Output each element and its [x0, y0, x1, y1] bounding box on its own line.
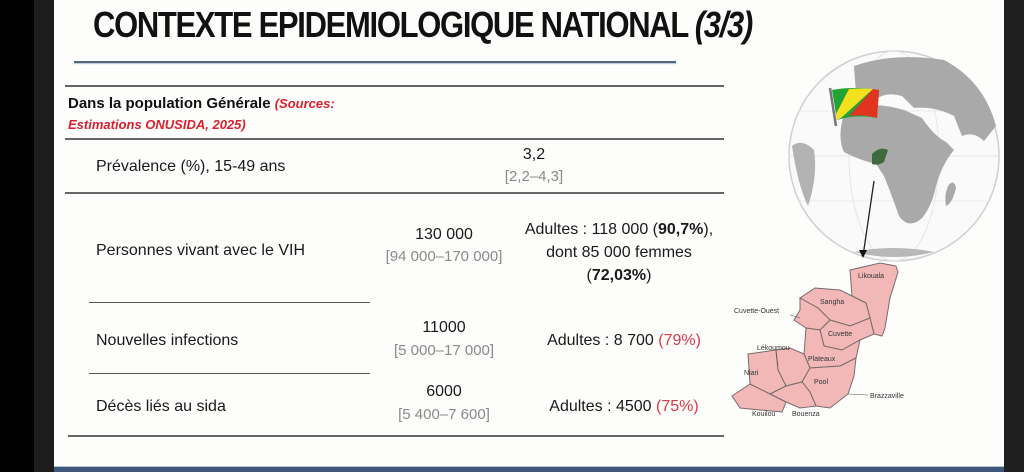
detail-line-2: dont 85 000 femmes: [546, 244, 692, 261]
congo-regions-map: [730, 258, 950, 433]
row-label-aids-deaths: Décès liés au sida: [96, 398, 226, 415]
header-bottom-rule: [65, 138, 724, 140]
row-rule-3: [89, 373, 370, 374]
row-range-aids-deaths: [5 400–7 600]: [398, 406, 490, 423]
svg-text:Niari: Niari: [744, 370, 759, 377]
detail-line-1: Adultes : 118 000 (90,7%),: [524, 221, 714, 238]
title-page-indicator: (3/3): [694, 4, 752, 45]
table-top-rule: [65, 85, 724, 87]
svg-text:Pool: Pool: [814, 379, 829, 386]
row-label-plhiv: Personnes vivant avec le VIH: [96, 242, 305, 259]
row-rule-1: [65, 192, 724, 194]
left-dark-border: [34, 0, 54, 472]
right-dark-border: [1004, 0, 1024, 472]
row-label-prevalence: Prévalence (%), 15-49 ans: [96, 158, 286, 175]
left-black-border: [0, 0, 34, 472]
row-range-new-infections: [5 000–17 000]: [393, 342, 495, 359]
row-detail-new-infections: Adultes : 8 700 (79%): [547, 332, 701, 349]
svg-text:Likouala: Likouala: [858, 273, 885, 280]
table-bottom-rule: [68, 435, 724, 437]
source-line-2: Estimations ONUSIDA, 2025): [68, 117, 246, 132]
detail-line-3: (72,03%): [586, 267, 652, 284]
aids-deaths-percent: (75%): [656, 398, 699, 415]
row-value-plhiv: 130 000: [415, 226, 473, 243]
row-range-plhiv: [94 000–170 000]: [385, 248, 503, 265]
slide-title: [93, 4, 752, 46]
section-title: [68, 95, 335, 112]
new-infections-percent: (79%): [658, 332, 701, 349]
svg-text:Sangha: Sangha: [820, 299, 845, 306]
row-detail-plhiv: [514, 218, 724, 287]
svg-text:Cuvette-Ouest: Cuvette-Ouest: [734, 308, 780, 315]
row-detail-aids-deaths: Adultes : 4500 (75%): [549, 398, 699, 415]
slide: [54, 0, 1004, 472]
row-value-aids-deaths: 6000: [426, 383, 462, 400]
svg-text:Kouilou: Kouilou: [752, 411, 776, 418]
globe-africa-icon: [784, 46, 1004, 266]
svg-text:Brazzaville: Brazzaville: [870, 393, 904, 400]
row-rule-2: [89, 302, 370, 303]
title-main: CONTEXTE EPIDEMIOLOGIQUE NATIONAL: [93, 4, 695, 45]
row-value-new-infections: 11000: [422, 319, 466, 336]
slide-bottom-band: [54, 466, 1004, 472]
section-title-text: Dans la population Générale: [68, 95, 275, 112]
svg-text:Bouenza: Bouenza: [792, 411, 820, 418]
source-line-1: (Sources:: [274, 96, 335, 111]
svg-text:Plateaux: Plateaux: [808, 356, 836, 363]
svg-text:Lékoumou: Lékoumou: [757, 345, 790, 352]
svg-text:Cuvette: Cuvette: [828, 331, 853, 338]
row-range-prevalence: [2,2–4,3]: [504, 168, 564, 185]
congo-flag-icon: [827, 86, 883, 128]
title-underline: [74, 61, 676, 63]
row-label-new-infections: Nouvelles infections: [96, 332, 239, 349]
row-value-prevalence: 3,2: [522, 146, 546, 163]
